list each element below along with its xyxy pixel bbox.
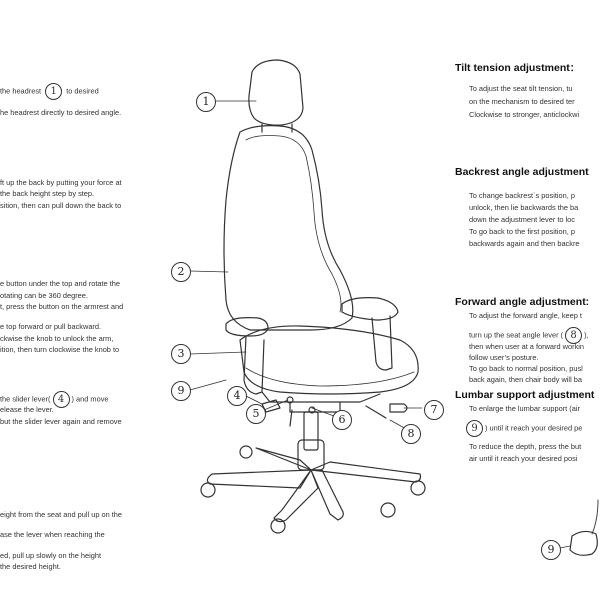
- seat-height-line4: the desired height.: [0, 562, 61, 571]
- leader-3: [190, 352, 246, 354]
- lumbar-line2: 9 ) until it reach your desired pe: [464, 420, 582, 437]
- armrest-line1: e button under the top and rotate the: [0, 279, 120, 288]
- armrest-line5: ckwise the knob to unlock the arm,: [0, 334, 114, 343]
- backrest-line5: backwards again and then backre: [469, 239, 580, 248]
- callout-1: 1: [196, 92, 216, 112]
- back-height-line2: the back height step by step.: [0, 189, 95, 198]
- lumbar-support-title: Lumbar support adjustment: [455, 389, 595, 401]
- backrest-line2: unlock, then lie backwards the ba: [469, 203, 579, 212]
- caster-4: [411, 481, 425, 495]
- leader-4: [246, 396, 262, 404]
- left-armrest-post: [244, 336, 264, 394]
- caster-3: [381, 503, 395, 517]
- slider-line2: elease the lever.: [0, 405, 54, 414]
- lumbar-line1: To enlarge the lumbar support (air: [469, 404, 580, 413]
- forward-line2: turn up the seat angle lever ( 8 ),: [469, 327, 589, 344]
- right-armrest-post: [372, 316, 392, 370]
- leader-9: [190, 380, 226, 390]
- forward-line1: To adjust the forward angle, keep t: [469, 311, 582, 320]
- backrest-angle-title: Backrest angle adjustment: [455, 166, 589, 178]
- tilt-tension-title: Tilt tension adjustment：: [455, 62, 581, 74]
- seat-height-line3: ed, pull up slowly on the height: [0, 551, 102, 560]
- callout-ref-8: 8: [565, 327, 582, 344]
- backrest-line1: To change backrest`s position, p: [469, 191, 575, 200]
- leader-2: [190, 271, 228, 272]
- callout-4: 4: [227, 386, 247, 406]
- gas-cylinder-cover: [298, 440, 324, 470]
- forward-angle-title: Forward angle adjustment:: [455, 296, 590, 308]
- slider-line1: the slider lever( 4 ) and move: [0, 391, 109, 408]
- callout-5: 5: [246, 404, 266, 424]
- back-height-line3: sition, then can pull down the back to: [0, 201, 122, 210]
- callout-6: 6: [332, 410, 352, 430]
- forward-line3: then when user at a forward workin: [469, 342, 585, 351]
- forward-line6: back again, then chair body will ba: [469, 375, 582, 384]
- callout-ref-1: 1: [45, 83, 62, 100]
- tilt-line3: Clockwise to stronger, anticlockwi: [469, 110, 580, 119]
- backrest-line4: To go back to the first position, p: [469, 227, 575, 236]
- lumbar-line3: To reduce the depth, press the but: [469, 442, 582, 451]
- mechanism-lever: [366, 406, 386, 418]
- seat-mechanism: [262, 392, 380, 412]
- callout-9: 9: [171, 381, 191, 401]
- callout-ref-4: 4: [53, 391, 70, 408]
- left-armrest-pad: [226, 318, 268, 336]
- back-height-line1: ft up the back by putting your force at: [0, 178, 122, 187]
- seat-height-line1: eight from the seat and pull up on the: [0, 510, 123, 519]
- caster-5: [240, 446, 252, 458]
- backrest-shape: [224, 126, 353, 330]
- forward-line5: To go back to normal position, pusl: [469, 364, 583, 373]
- armrest-line4: e top forward or pull backward.: [0, 322, 102, 331]
- callout-2: 2: [171, 262, 191, 282]
- backrest-line3: down the adjustment lever to loc: [469, 215, 575, 224]
- armrest-line6: ition, then turn clockwise the knob to: [0, 345, 120, 354]
- seat-height-line2: ase the lever when reaching the: [0, 530, 105, 539]
- star-base: [207, 448, 420, 522]
- tilt-line2: on the mechanism to desired ter: [469, 97, 575, 106]
- leader-9b: [560, 546, 570, 548]
- slider-line3: but the slider lever again and remove: [0, 417, 122, 426]
- backrest-inner: [246, 136, 341, 313]
- lumbar-line4: air until it reach your desired posi: [469, 454, 578, 463]
- callout-ref-9: 9: [466, 420, 483, 437]
- callout-3: 3: [171, 344, 191, 364]
- air-pump-tube: [592, 500, 598, 534]
- callout-8: 8: [401, 424, 421, 444]
- tilt-line1: To adjust the seat tilt tension, tu: [469, 84, 573, 93]
- headrest-text-line1: the headrest 1 to desired: [0, 83, 99, 100]
- armrest-line3: t, press the button on the armrest and: [0, 302, 124, 311]
- seat-front-edge: [246, 368, 414, 386]
- forward-line4: follow user’s posture.: [469, 353, 539, 362]
- callout-7: 7: [424, 400, 444, 420]
- headrest-shape: [249, 60, 303, 125]
- gas-cylinder: [304, 412, 318, 450]
- callout-9b: 9: [541, 540, 561, 560]
- air-pump-bulb: [570, 531, 597, 555]
- headrest-text-line2: he headrest directly to desired angle.: [0, 108, 122, 117]
- caster-1: [201, 483, 215, 497]
- armrest-line2: otating can be 360 degree.: [0, 291, 88, 300]
